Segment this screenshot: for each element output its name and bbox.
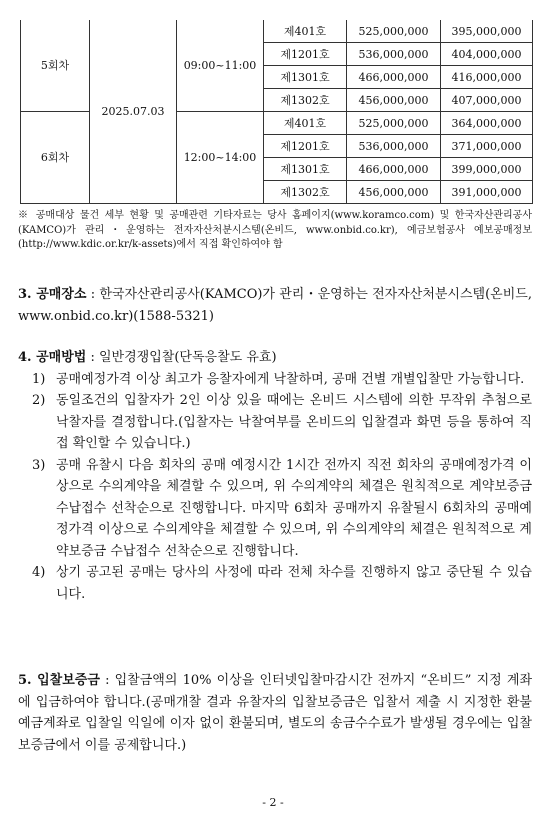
- round-cell: 6회차: [21, 112, 90, 204]
- section-5: [18, 670, 532, 756]
- unit-cell: 제1201호: [264, 43, 347, 66]
- auction-schedule-table: [20, 20, 533, 204]
- list-item: [18, 455, 532, 563]
- min-price-cell: 466,000,000: [347, 158, 441, 181]
- round-cell: 5회차: [21, 20, 90, 112]
- section-4: [18, 347, 532, 605]
- section-5-text: : 입찰금액의 10% 이상을 인터넷입찰마감시간 전까지 “온비드” 지정 계좌에 입금하여야 합니다.(공매개찰 결과 유찰자의 입찰보증금은 입찰서 제출 시 지정한 환불예금계좌로 입찰일 익일에 이자 없이 환불되며, 별도의 송금수수료가 발생될 경우에는 입찰보증금에서 이를 공제합니다.): [18, 673, 532, 753]
- bid-price-cell: 407,000,000: [441, 89, 533, 112]
- bid-price-cell: 416,000,000: [441, 66, 533, 89]
- bid-price-cell: 364,000,000: [441, 112, 533, 135]
- bid-price-cell: 371,000,000: [441, 135, 533, 158]
- section-4-text: : 일반경쟁입찰(단독응찰도 유효): [86, 350, 277, 365]
- time-cell: 12:00~14:00: [177, 112, 264, 204]
- list-item-number: 4): [32, 565, 46, 580]
- min-price-cell: 456,000,000: [347, 89, 441, 112]
- unit-cell: 제401호: [264, 20, 347, 43]
- min-price-cell: 466,000,000: [347, 66, 441, 89]
- list-item-text: 동일조건의 입찰자가 2인 이상 있을 때에는 온비드 시스템에 의한 무작위 추첨으로 낙찰자를 결정합니다.(입찰자는 낙찰여부를 온비드의 입찰결과 화면 등을 통하여 직접 확인할 수 있습니다.): [56, 393, 532, 451]
- unit-cell: 제1301호: [264, 158, 347, 181]
- unit-cell: 제1302호: [264, 181, 347, 204]
- min-price-cell: 536,000,000: [347, 135, 441, 158]
- unit-cell: 제401호: [264, 112, 347, 135]
- list-item-number: 1): [32, 371, 46, 387]
- table-row: [21, 20, 533, 43]
- bid-price-cell: 399,000,000: [441, 158, 533, 181]
- min-price-cell: 525,000,000: [347, 112, 441, 135]
- min-price-cell: 536,000,000: [347, 43, 441, 66]
- list-item: [18, 562, 532, 605]
- bid-price-cell: 391,000,000: [441, 181, 533, 204]
- section-4-heading: 4. 공매방법: [18, 350, 87, 365]
- bid-price-cell: 395,000,000: [441, 20, 533, 43]
- date-cell: 2025.07.03: [90, 20, 177, 204]
- list-item-text: 상기 공고된 공매는 당사의 사정에 따라 전체 차수를 진행하지 않고 중단될 수 있습니다.: [56, 565, 532, 602]
- table-footnote: ※ 공매대상 물건 세부 현황 및 공매관련 기타자료는 당사 홈페이지(www.koramco.com) 및 한국자산관리공사(KAMCO)가 관리・운영하는 전자자산처분시스템(온비드, www.onbid.co.kr), 예금보험공사 예보공매정보(http://www.kdic.or.kr/k-assets)에서 직접 확인하여야 함: [18, 210, 532, 250]
- min-price-cell: 525,000,000: [347, 20, 441, 43]
- unit-cell: 제1201호: [264, 135, 347, 158]
- list-item-number: 2): [32, 393, 46, 408]
- bid-price-cell: 404,000,000: [441, 43, 533, 66]
- unit-cell: 제1302호: [264, 89, 347, 112]
- page-number: - 2 -: [262, 796, 284, 809]
- list-item-number: 3): [32, 457, 46, 473]
- unit-cell: 제1301호: [264, 66, 347, 89]
- list-item: [18, 390, 532, 455]
- section-5-heading: 5. 입찰보증금: [18, 673, 100, 688]
- list-item: [18, 369, 532, 391]
- section-3-text: : 한국자산관리공사(KAMCO)가 관리・운영하는 전자자산처분시스템(온비드, www.onbid.co.kr)(1588-5321): [18, 287, 532, 324]
- section-3: [18, 284, 532, 327]
- section-3-heading: 3. 공매장소: [18, 287, 87, 302]
- min-price-cell: 456,000,000: [347, 181, 441, 204]
- time-cell: 09:00~11:00: [177, 20, 264, 112]
- list-item-text: 공매 유찰시 다음 회차의 공매 예정시간 1시간 전까지 직전 회차의 공매예정가격 이상으로 수의계약을 체결할 수 있으며, 위 수의계약의 체결은 원칙적으로 계약보증금 수납접수 선착순으로 진행합니다. 마지막 6회차 공매까지 유찰될시 6회차의 공매예정가격 이상으로 수의계약을 체결할 수 있으며, 위 수의계약의 체결은 원칙적으로 계약보증금 수납접수 선착순으로 진행합니다.: [56, 457, 532, 559]
- list-item-text: 공매예정가격 이상 최고가 응찰자에게 낙찰하며, 공매 건별 개별입찰만 가능합니다.: [56, 371, 525, 387]
